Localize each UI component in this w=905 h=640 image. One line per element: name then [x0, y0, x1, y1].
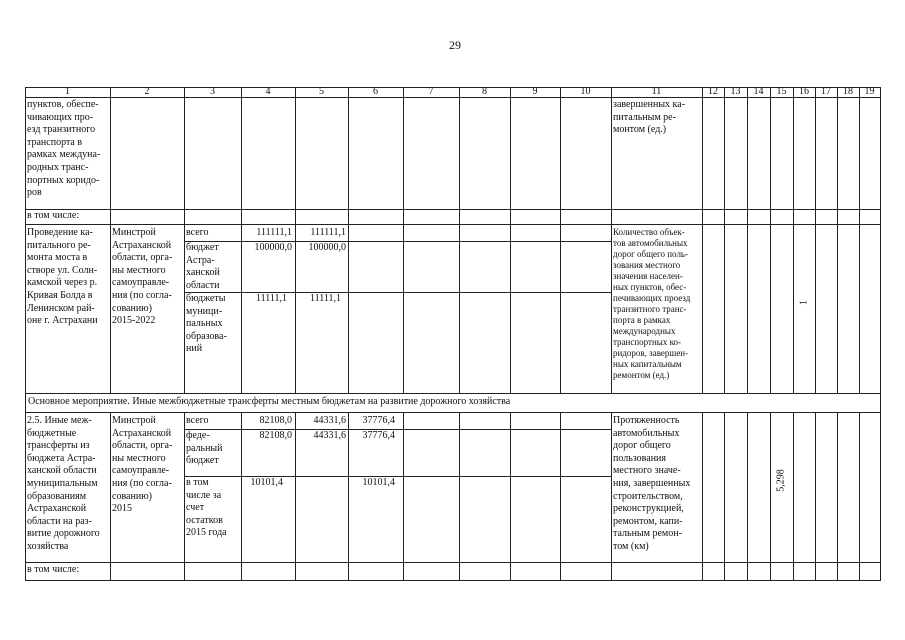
row3-source-municipal: бюджеты муници- пальных образова- ний [186, 293, 227, 355]
row5-col5-federal: 44331,6 [313, 430, 346, 441]
row3-col15-value: 1 [798, 300, 810, 305]
column-header: 6 [373, 86, 378, 97]
row3-col5-regional: 100000,0 [308, 242, 346, 253]
column-rule [295, 87, 296, 393]
column-rule [510, 87, 511, 393]
column-header: 11 [651, 86, 662, 97]
column-header: 7 [428, 86, 434, 97]
column-rule [403, 412, 404, 580]
column-rule [25, 87, 26, 581]
column-header: 5 [319, 86, 324, 97]
column-rule [747, 412, 748, 580]
column-rule [880, 87, 881, 581]
row3-description: Проведение ка- питального ре- монта моста в створе ул. Солн- камской через р. Кривая Болда в Ленинском рай- оне г. Астрахани [27, 227, 98, 327]
column-rule [348, 87, 349, 393]
row3-col5-total: 111111,1 [310, 227, 346, 238]
column-rule [770, 412, 771, 580]
row3-indicator: Количество объек- тов автомобильных дорог общего поль- зования местного значения населен- ных пунктов, обес- печивающих проезд транзитного транс- порта в рамках международных транспортных ко- ридоров, завершен- ных капитальным ремонтом (ед.) [613, 227, 691, 380]
program-table [25, 87, 881, 581]
column-rule [724, 412, 725, 580]
column-header: 1 [65, 86, 70, 97]
row3-col5-municipal: 11111,1 [309, 293, 341, 304]
column-rule [560, 412, 561, 580]
column-header: 9 [532, 86, 538, 97]
row5-col4-total: 82108,0 [259, 415, 292, 426]
column-rule [560, 87, 561, 393]
column-rule [724, 87, 725, 393]
column-rule [110, 412, 111, 580]
column-rule [403, 87, 404, 393]
row5-source-remainder: в том числе за счет остатков 2015 года [186, 477, 227, 539]
row3-col4-municipal: 11111,1 [255, 293, 287, 304]
row-rule [25, 412, 881, 413]
row3-executor: Минстрой Астраханской области, орга- ны местного самоуправле- ния (по согла- сованию) 2015-2022 [112, 227, 173, 327]
column-header: 17 [821, 86, 831, 97]
row5-col6-remainder: 10101,4 [362, 477, 395, 488]
column-rule [702, 87, 703, 393]
row-rule [25, 562, 881, 563]
column-header: 12 [708, 86, 718, 97]
row1-description: пунктов, обеспе- чивающих про- езд транзитного транспорта в рамках междуна- родных транс- портных коридо- ров [27, 99, 101, 199]
column-header: 14 [753, 86, 764, 97]
column-header: 10 [580, 86, 591, 97]
row5-source-total: всего [186, 415, 209, 426]
row6-label: в том числе: [27, 564, 80, 575]
column-rule [510, 412, 511, 580]
row5-source-federal: феде- ральный бюджет [186, 430, 223, 467]
column-header: 19 [864, 86, 875, 97]
column-header: 15 [776, 86, 787, 97]
row3-source-regional: бюджет Астра- ханской области [186, 242, 220, 291]
column-header: 2 [144, 86, 150, 97]
column-rule [837, 412, 838, 580]
column-rule [184, 412, 185, 580]
column-rule [815, 412, 816, 580]
row3-col4-total: 111111,1 [256, 227, 292, 238]
column-rule [747, 87, 748, 393]
section-heading: Основное мероприятие. Иные межбюджетные трансферты местным бюджетам на развитие дорожного хозяйства [28, 396, 511, 407]
column-rule [241, 87, 242, 393]
column-rule [837, 87, 838, 393]
column-rule [184, 87, 185, 393]
row5-executor: Минстрой Астраханской области, орга- ны местного самоуправле- ния (по согла- сованию) 2015 [112, 415, 173, 515]
column-rule [793, 412, 794, 580]
column-header: 8 [482, 86, 487, 97]
column-header: 13 [730, 86, 741, 97]
row5-description: 2.5. Иные меж- бюджетные трансферты из бюджета Астра- ханской области муниципальным образованиям Астраханской области на раз- витие дорожного хозяйства [27, 415, 100, 552]
column-header: 16 [799, 86, 809, 97]
column-header: 3 [210, 86, 215, 97]
column-rule [793, 87, 794, 393]
column-rule [702, 412, 703, 580]
row1-indicator: завершенных ка- питальным ре- монтом (ед.) [613, 99, 686, 136]
row5-col5-total: 44331,6 [313, 415, 346, 426]
column-rule [459, 412, 460, 580]
column-rule [611, 87, 612, 393]
header-rule [25, 97, 881, 98]
row3-source-total: всего [186, 227, 209, 238]
row5-col4-remainder: 10101,4 [250, 477, 283, 488]
column-rule [110, 87, 111, 393]
column-rule [611, 412, 612, 580]
row5-col6-total: 37776,4 [362, 415, 395, 426]
row5-indicator: Протяженность автомобильных дорог общего пользования местного значе- ния, завершенных строительством, реконструкцией, ремонтом, капи- тальным ремон- том (км) [613, 415, 691, 552]
row5-col4-federal: 82108,0 [259, 430, 292, 441]
column-header: 18 [843, 86, 853, 97]
row-rule [25, 393, 881, 394]
column-rule [815, 87, 816, 393]
row2-label: в том числе: [27, 210, 80, 221]
column-rule [859, 87, 860, 393]
page-number: 29 [449, 38, 461, 52]
column-rule [770, 87, 771, 393]
table-border-bottom [25, 580, 881, 581]
row5-col15-value: 5,298 [775, 469, 787, 492]
column-header: 4 [265, 86, 271, 97]
row5-col6-federal: 37776,4 [362, 430, 395, 441]
column-rule [459, 87, 460, 393]
row-rule [25, 224, 881, 225]
column-rule [859, 412, 860, 580]
row3-col4-regional: 100000,0 [254, 242, 292, 253]
